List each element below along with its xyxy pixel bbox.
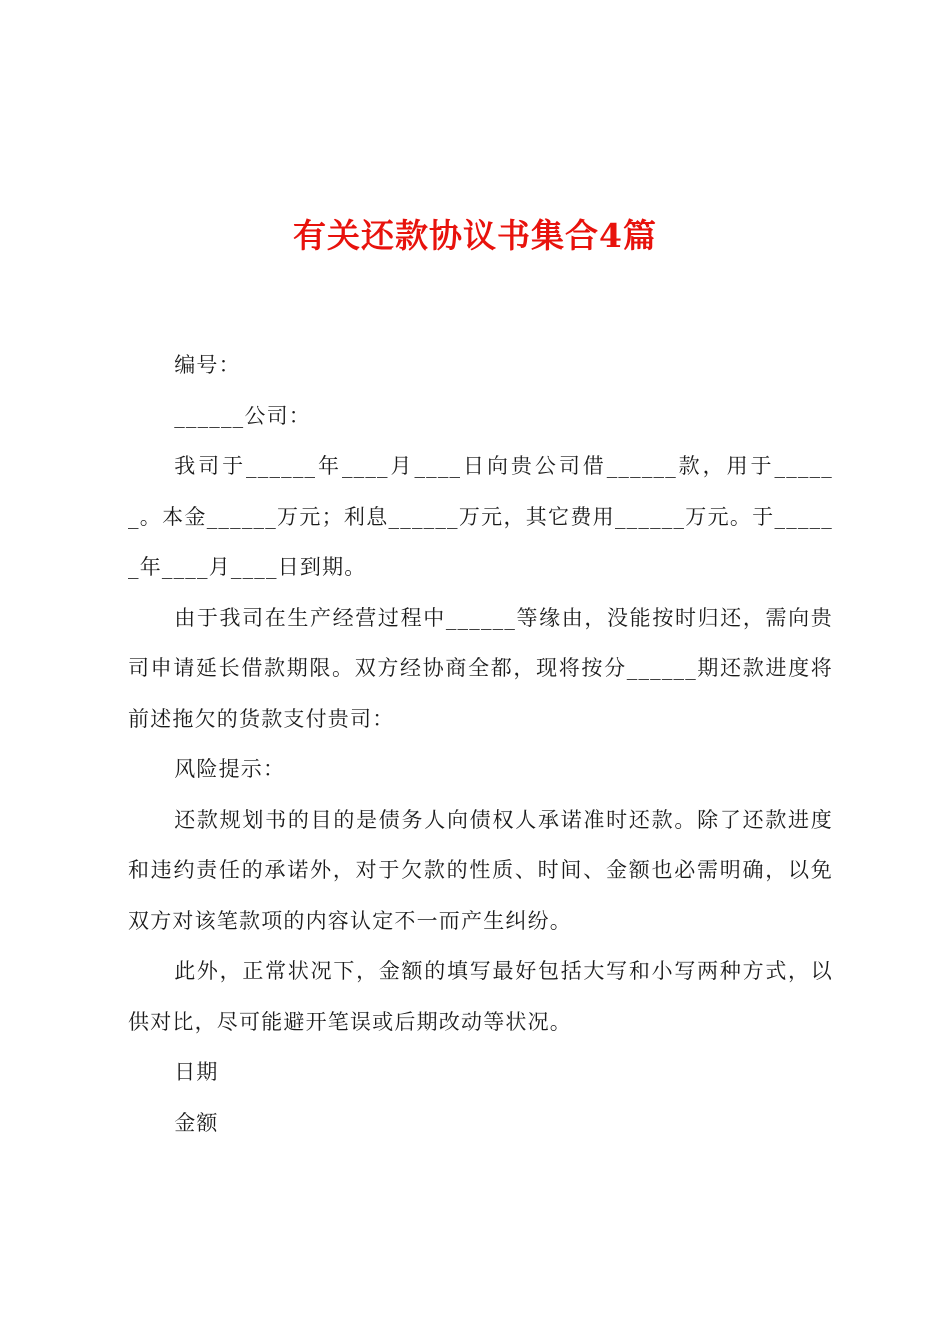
document-body <box>128 340 833 1148</box>
paragraph-risk-purpose: 还款规划书的目的是债务人向债权人承诺准时还款。除了还款进度和违约责任的承诺外，对于欠款的性质、时间、金额也必需明确，以免双方对该笔款项的内容认定不一而产生纠纷。 <box>128 807 833 933</box>
paragraph-extension-request: 由于我司在生产经营过程中______等缘由，没能按时归还，需向贵司申请延长借款期限。双方经协商全都，现将按分______期还款进度将前述拖欠的货款支付贵司： <box>128 605 833 731</box>
paragraph-date-label: 日期 <box>174 1060 219 1084</box>
paragraph-risk-heading: 风险提示： <box>174 757 286 781</box>
paragraph-risk-amount: 此外，正常状况下，金额的填写最好包括大写和小写两种方式，以供对比，尽可能避开笔误或后期改动等状况。 <box>128 959 833 1034</box>
document-title: 有关还款协议书集合4篇 <box>293 216 657 255</box>
paragraph-serial-number: 编号： <box>174 353 241 377</box>
paragraph-amount-label: 金额 <box>174 1110 219 1135</box>
paragraph-addressee: ______公司： <box>174 403 311 428</box>
paragraph-loan-details: 我司于______年____月____日向贵公司借______款，用于______。本金______万元；利息______万元，其它费用______万元。于______年____月____日到期。 <box>128 454 833 579</box>
